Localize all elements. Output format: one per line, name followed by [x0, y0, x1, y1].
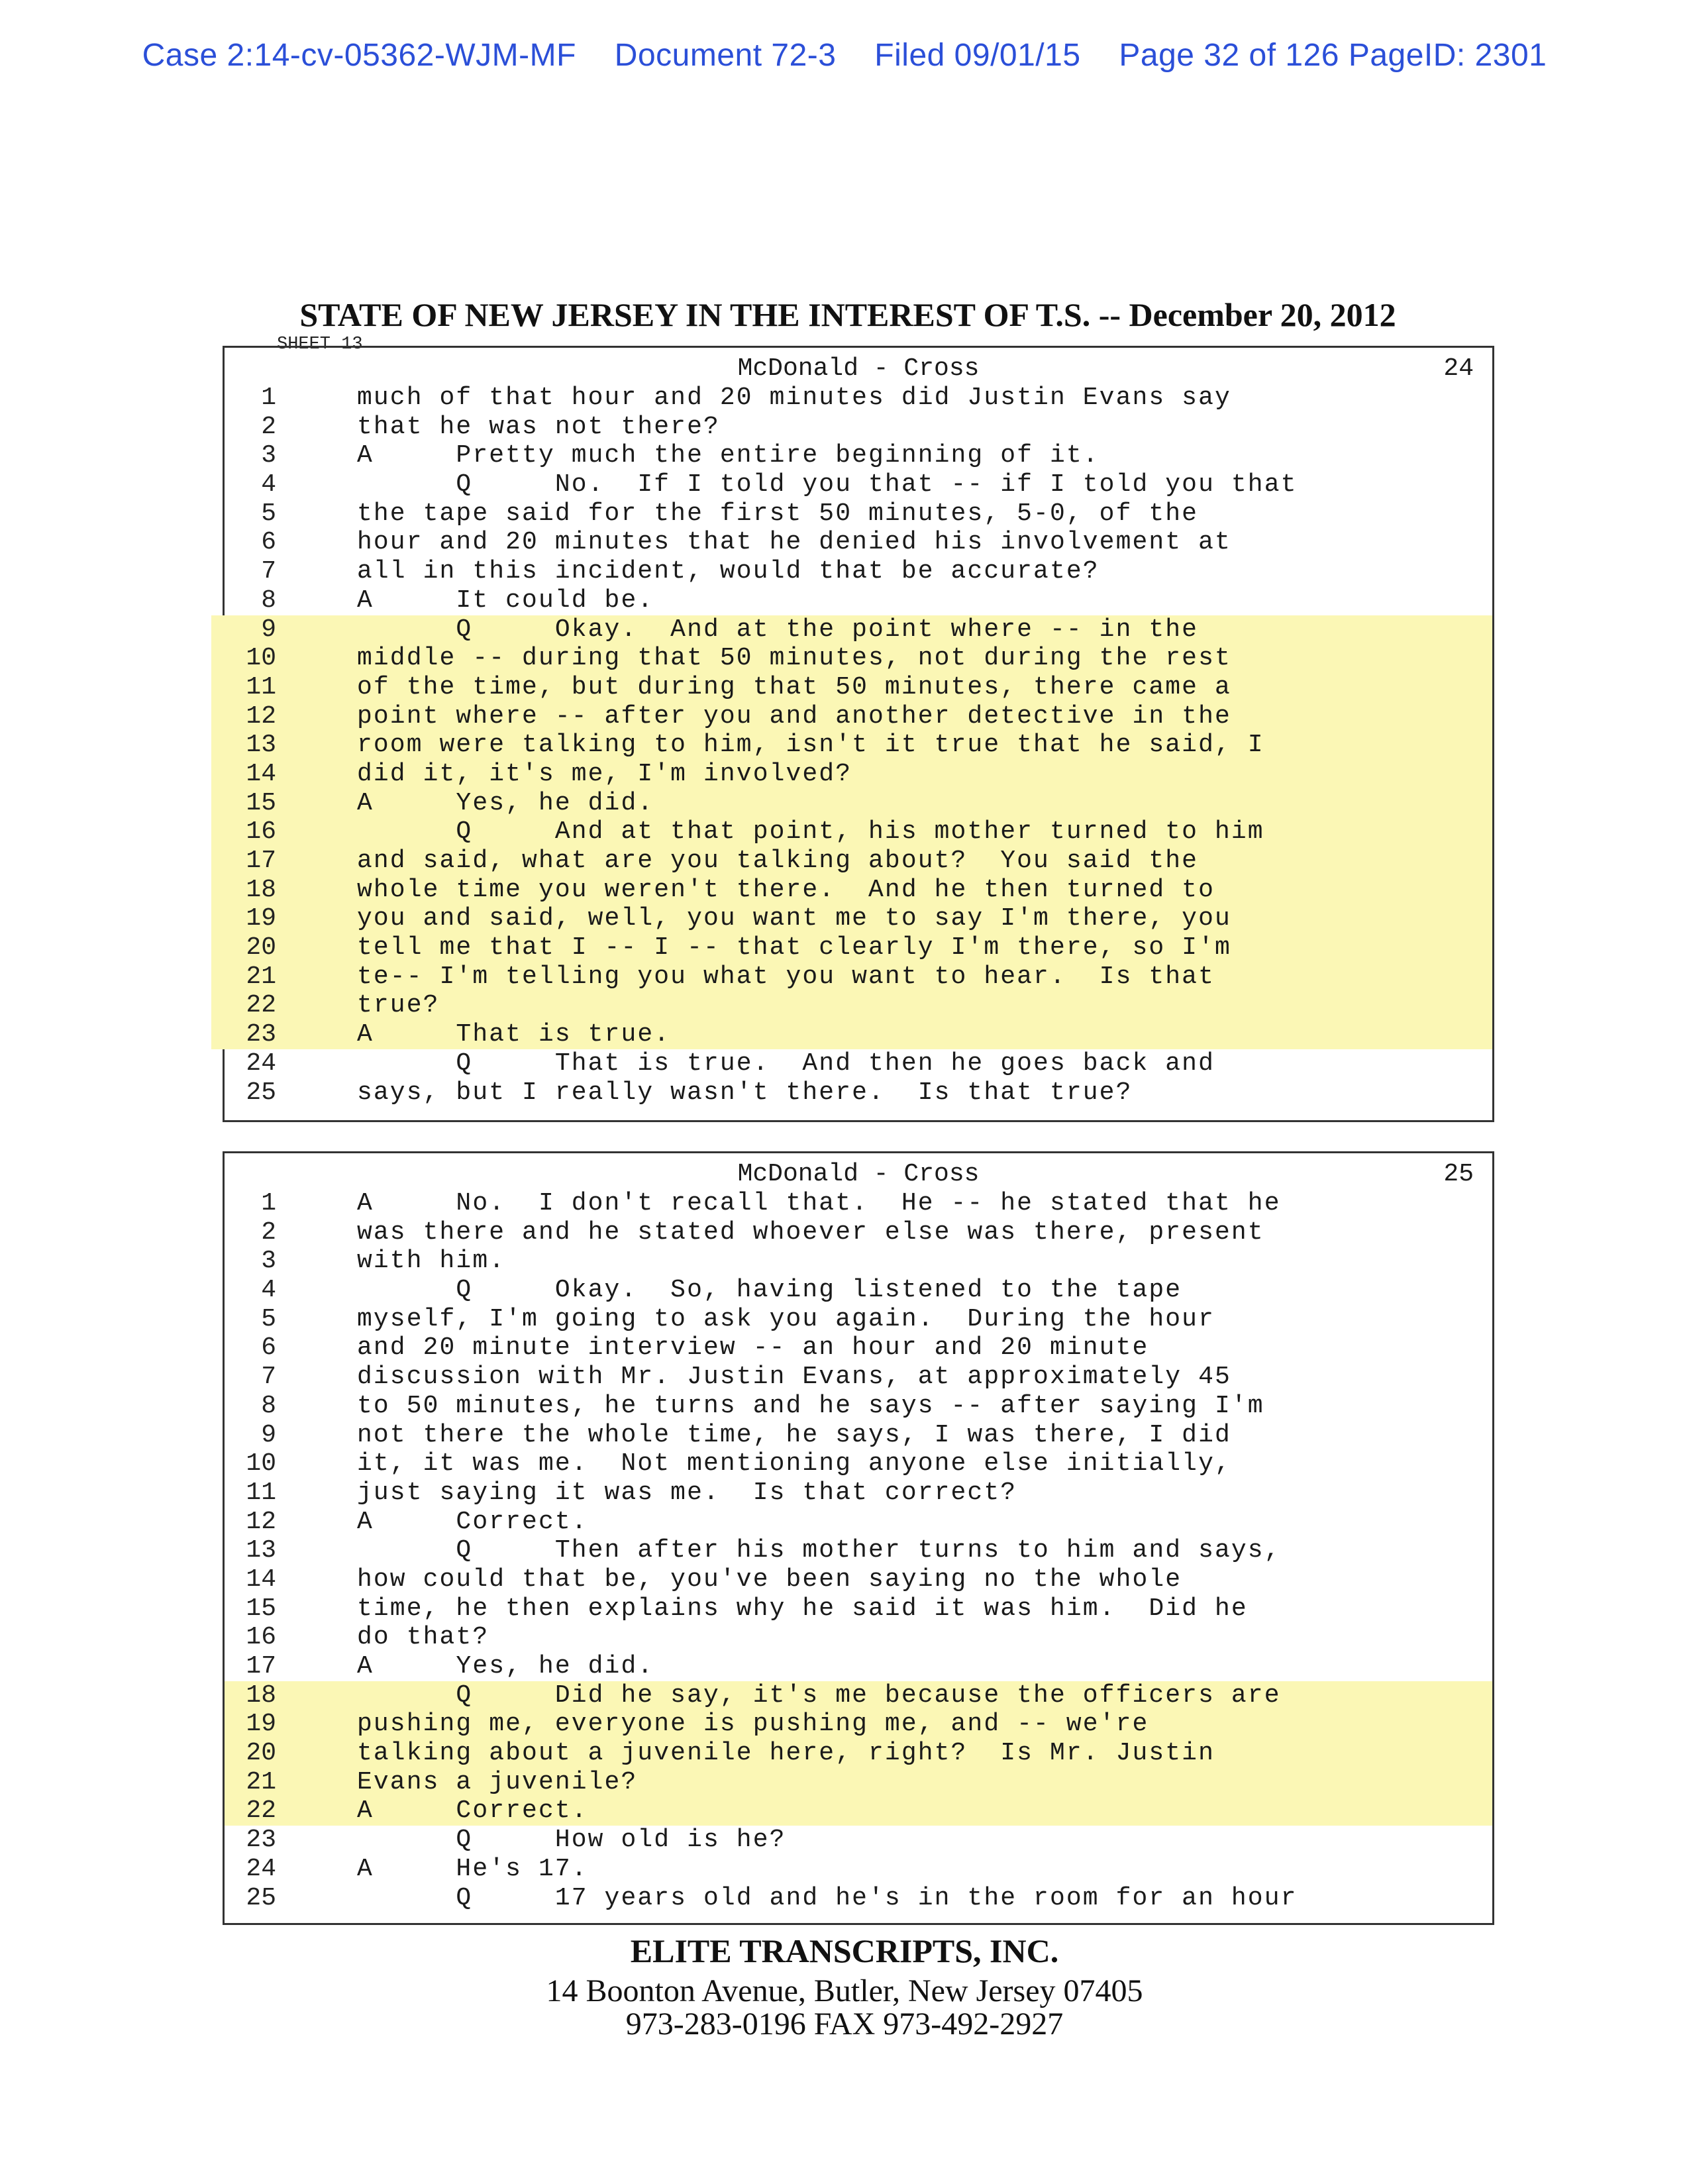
transcript-line	[225, 470, 1492, 499]
document-number: Document 72-3	[614, 38, 837, 73]
line-text: Q Okay. And at the point where -- in the	[357, 615, 1199, 644]
line-text: A Yes, he did.	[357, 1652, 654, 1681]
highlighted-transcript-line	[211, 731, 1492, 760]
line-text: Q Then after his mother turns to him and says,	[357, 1536, 1281, 1565]
transcript-line	[225, 1594, 1492, 1624]
transcript-page-header	[225, 354, 1492, 381]
line-text: A Correct.	[357, 1796, 588, 1826]
line-text: to 50 minutes, he turns and he says -- after saying I'm	[357, 1391, 1264, 1420]
highlighted-transcript-line	[225, 1681, 1492, 1710]
line-text: A Pretty much the entire beginning of it.	[357, 441, 1100, 470]
sheet-label: SHEET 13	[272, 335, 368, 354]
line-text: A Yes, he did.	[357, 788, 654, 817]
line-number: 7	[261, 557, 276, 586]
transcript-line	[225, 1049, 1492, 1078]
transcript-line	[225, 384, 1492, 413]
transcript-line	[225, 1363, 1492, 1392]
line-text: Q That is true. And then he goes back and	[357, 1049, 1215, 1078]
case-header	[0, 37, 1689, 74]
transcript-line	[225, 1884, 1492, 1913]
line-text: with him.	[357, 1247, 506, 1276]
witness-label: McDonald - Cross	[737, 1160, 980, 1188]
document-title: STATE OF NEW JERSEY IN THE INTEREST OF T.S. -- December 20, 2012	[299, 296, 1396, 333]
line-number: 12	[246, 702, 276, 731]
transcript-line	[225, 528, 1492, 557]
transcript-line	[225, 1276, 1492, 1305]
transcript-page-number: 24	[1443, 354, 1474, 383]
highlighted-transcript-line	[211, 962, 1492, 992]
line-number: 4	[261, 1276, 276, 1305]
line-number: 23	[246, 1826, 276, 1855]
line-number: 3	[261, 441, 276, 470]
line-text: A He's 17.	[357, 1854, 588, 1883]
line-text: A That is true.	[357, 1020, 671, 1049]
line-number: 24	[246, 1854, 276, 1883]
line-text: did it, it's me, I'm involved?	[357, 759, 852, 788]
line-number: 18	[246, 875, 276, 904]
highlighted-transcript-line	[211, 933, 1492, 962]
transcript-line	[225, 1536, 1492, 1565]
line-number: 9	[261, 615, 276, 644]
transcript-lines	[225, 1189, 1492, 1912]
line-number: 8	[261, 586, 276, 615]
line-text: much of that hour and 20 minutes did Justin Evans say	[357, 384, 1231, 412]
line-text: tell me that I -- I -- that clearly I'm there, so I'm	[357, 933, 1231, 962]
line-text: Q 17 years old and he's in the room for an hour	[357, 1883, 1298, 1912]
line-number: 19	[246, 904, 276, 933]
line-text: you and said, well, you want me to say I'm there, you	[357, 904, 1231, 933]
line-text: time, he then explains why he said it was him. Did he	[357, 1594, 1248, 1623]
line-text: how could that be, you've been saying no the whole	[357, 1565, 1182, 1594]
transcript-line	[225, 1652, 1492, 1681]
line-number: 10	[246, 1449, 276, 1479]
transcript-line	[225, 1189, 1492, 1218]
highlighted-transcript-line	[211, 904, 1492, 933]
line-number: 4	[261, 470, 276, 499]
line-number: 25	[246, 1883, 276, 1912]
highlighted-transcript-line	[211, 673, 1492, 702]
highlighted-transcript-line	[211, 789, 1492, 818]
highlighted-transcript-line	[211, 644, 1492, 673]
line-text: and 20 minute interview -- an hour and 20 minute	[357, 1333, 1149, 1363]
line-text: not there the whole time, he says, I was there, I did	[357, 1420, 1231, 1449]
line-text: all in this incident, would that be accurate?	[357, 557, 1100, 586]
footer-address: 14 Boonton Avenue, Butler, New Jersey 07405	[546, 1973, 1143, 2008]
line-text: discussion with Mr. Justin Evans, at approximately 45	[357, 1363, 1231, 1392]
line-text: A It could be.	[357, 586, 654, 615]
transcript-line	[225, 1078, 1492, 1108]
transcript-line	[225, 413, 1492, 442]
line-text: A Correct.	[357, 1507, 588, 1536]
line-text: Q Okay. So, having listened to the tape	[357, 1276, 1182, 1305]
line-text: true?	[357, 991, 440, 1020]
line-text: point where -- after you and another detective in the	[357, 702, 1231, 731]
line-number: 17	[246, 847, 276, 875]
highlighted-transcript-line	[211, 991, 1492, 1020]
transcript-line	[225, 441, 1492, 470]
line-number: 23	[246, 1020, 276, 1049]
line-number: 16	[246, 1623, 276, 1652]
transcript-page-24	[223, 346, 1494, 1122]
line-text: Q Did he say, it's me because the officers are	[357, 1681, 1281, 1710]
highlighted-transcript-line	[211, 817, 1492, 847]
line-number: 12	[246, 1507, 276, 1536]
transcript-page-number: 25	[1443, 1160, 1474, 1188]
line-text: the tape said for the first 50 minutes, 5-0, of the	[357, 499, 1199, 528]
highlighted-transcript-line	[225, 1739, 1492, 1768]
highlighted-transcript-line	[211, 760, 1492, 789]
transcript-line	[225, 1565, 1492, 1594]
line-text: of the time, but during that 50 minutes, there came a	[357, 672, 1231, 702]
transcript-lines	[225, 384, 1492, 1107]
transcript-line	[225, 1392, 1492, 1421]
transcript-line	[225, 1449, 1492, 1479]
line-text: and said, what are you talking about? You said the	[357, 847, 1199, 875]
line-text: hour and 20 minutes that he denied his involvement at	[357, 528, 1231, 557]
footer-company: ELITE TRANSCRIPTS, INC.	[630, 1932, 1059, 1969]
line-number: 17	[246, 1652, 276, 1681]
transcript-line	[225, 1855, 1492, 1884]
line-number: 10	[246, 644, 276, 673]
line-number: 1	[261, 384, 276, 412]
line-number: 13	[246, 1536, 276, 1565]
highlighted-transcript-line	[225, 1796, 1492, 1826]
line-number: 18	[246, 1681, 276, 1710]
line-number: 22	[246, 1796, 276, 1826]
line-number: 15	[246, 1594, 276, 1623]
line-number: 3	[261, 1247, 276, 1276]
line-number: 9	[261, 1420, 276, 1449]
highlighted-transcript-line	[211, 615, 1492, 645]
transcript-line	[225, 1508, 1492, 1537]
transcript-page-header	[225, 1160, 1492, 1186]
line-text: talking about a juvenile here, right? Is Mr. Justin	[357, 1739, 1215, 1768]
line-number: 19	[246, 1710, 276, 1739]
highlighted-transcript-line	[211, 876, 1492, 905]
transcript-line	[225, 1623, 1492, 1652]
line-text: Evans a juvenile?	[357, 1767, 638, 1796]
line-number: 20	[246, 1739, 276, 1768]
line-number: 14	[246, 1565, 276, 1594]
line-text: pushing me, everyone is pushing me, and -- we're	[357, 1710, 1149, 1739]
footer-phone: 973-283-0196 FAX 973-492-2927	[625, 2006, 1064, 2042]
page-id: Page 32 of 126 PageID: 2301	[1119, 38, 1547, 73]
line-text: Q How old is he?	[357, 1826, 786, 1855]
line-number: 25	[246, 1078, 276, 1107]
transcript-line	[225, 1247, 1492, 1276]
transcript-page-25	[223, 1151, 1494, 1925]
line-text: room were talking to him, isn't it true that he said, I	[357, 731, 1264, 760]
line-number: 5	[261, 1304, 276, 1333]
transcript-line	[225, 586, 1492, 615]
highlighted-transcript-line	[225, 1710, 1492, 1739]
line-number: 21	[246, 1767, 276, 1796]
line-text: just saying it was me. Is that correct?	[357, 1478, 1017, 1507]
transcript-line	[225, 557, 1492, 586]
transcript-line	[225, 1479, 1492, 1508]
transcript-line	[225, 1826, 1492, 1855]
line-number: 2	[261, 1218, 276, 1247]
highlighted-transcript-line	[225, 1768, 1492, 1797]
case-number: Case 2:14-cv-05362-WJM-MF	[142, 38, 576, 73]
transcript-line	[225, 1218, 1492, 1247]
line-number: 14	[246, 759, 276, 788]
line-text: do that?	[357, 1623, 489, 1652]
filed-date: Filed 09/01/15	[874, 38, 1081, 73]
line-number: 15	[246, 788, 276, 817]
line-number: 1	[261, 1189, 276, 1218]
line-text: Q No. If I told you that -- if I told you that	[357, 470, 1298, 499]
line-number: 7	[261, 1363, 276, 1392]
line-number: 21	[246, 962, 276, 991]
line-number: 6	[261, 1333, 276, 1363]
line-text: middle -- during that 50 minutes, not during the rest	[357, 644, 1231, 673]
line-text: that he was not there?	[357, 412, 720, 441]
transcript-line	[225, 1305, 1492, 1334]
line-number: 24	[246, 1049, 276, 1078]
highlighted-transcript-line	[211, 847, 1492, 876]
line-number: 16	[246, 817, 276, 847]
transcript-line	[225, 1421, 1492, 1450]
line-text: te-- I'm telling you what you want to hear. Is that	[357, 962, 1215, 991]
line-number: 22	[246, 991, 276, 1020]
line-number: 11	[246, 672, 276, 702]
line-number: 5	[261, 499, 276, 528]
highlighted-transcript-line	[211, 1020, 1492, 1049]
line-number: 6	[261, 528, 276, 557]
line-text: myself, I'm going to ask you again. During the hour	[357, 1304, 1215, 1333]
line-number: 8	[261, 1391, 276, 1420]
transcript-line	[225, 499, 1492, 529]
line-number: 2	[261, 412, 276, 441]
witness-label: McDonald - Cross	[737, 354, 980, 383]
line-text: says, but I really wasn't there. Is that true?	[357, 1078, 1133, 1107]
line-number: 11	[246, 1478, 276, 1507]
line-text: Q And at that point, his mother turned to him	[357, 817, 1264, 847]
line-text: it, it was me. Not mentioning anyone else initially,	[357, 1449, 1231, 1479]
transcript-line	[225, 1333, 1492, 1363]
line-text: was there and he stated whoever else was there, present	[357, 1218, 1264, 1247]
line-number: 13	[246, 731, 276, 760]
line-text: whole time you weren't there. And he then turned to	[357, 875, 1215, 904]
highlighted-transcript-line	[211, 702, 1492, 731]
line-number: 20	[246, 933, 276, 962]
line-text: A No. I don't recall that. He -- he stated that he	[357, 1189, 1281, 1218]
